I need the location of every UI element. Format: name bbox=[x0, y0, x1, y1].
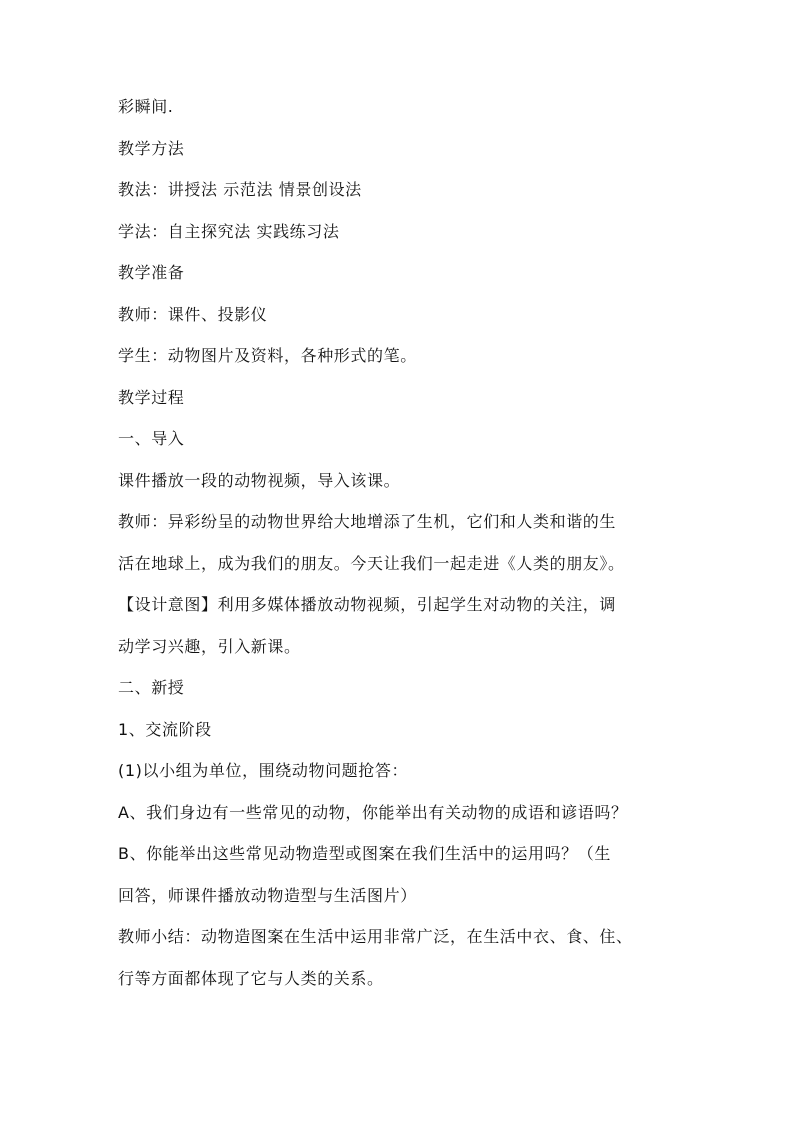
text-line: (1)以小组为单位，围绕动物问题抢答： bbox=[118, 761, 409, 780]
text-line: 学生：动物图片及资料，各种形式的笔。 bbox=[118, 346, 417, 365]
design-intent-line: 【设计意图】利用多媒体播放动物视频，引起学生对动物的关注，调 bbox=[118, 595, 617, 614]
document-body bbox=[118, 97, 688, 1010]
text-line: 教师：课件、投影仪 bbox=[118, 304, 268, 324]
subheading-exchange-stage: 1、交流阶段 bbox=[118, 719, 212, 739]
subheading-new-lesson: 二、新授 bbox=[118, 678, 185, 697]
design-intent-line: 动学习兴趣，引入新课。 bbox=[118, 636, 301, 656]
section-heading-teaching-process: 教学过程 bbox=[118, 387, 185, 407]
text-line: 教法：讲授法 示范法 情景创设法 bbox=[118, 180, 362, 199]
text-line: 学法：自主探究法 实践练习法 bbox=[118, 221, 340, 241]
paragraph-line: 活在地球上，成为我们的朋友。今天让我们一起走进《人类的朋友》。 bbox=[118, 553, 625, 573]
section-heading-teaching-preparation: 教学准备 bbox=[118, 263, 185, 282]
text-line: 课件播放一段的动物视频，导入该课。 bbox=[118, 470, 401, 490]
text-line: 彩瞬间. bbox=[118, 97, 174, 116]
question-b-continued: 回答，师课件播放动物造型与生活图片） bbox=[118, 885, 417, 905]
question-a: A、我们身边有一些常见的动物，你能举出有关动物的成语和谚语吗？ bbox=[118, 802, 628, 822]
paragraph-line: 教师：异彩纷呈的动物世界给大地增添了生机，它们和人类和谐的生 bbox=[118, 512, 617, 531]
question-b: B、你能举出这些常见动物造型或图案在我们生活中的运用吗？（生 bbox=[118, 844, 611, 863]
section-heading-teaching-methods: 教学方法 bbox=[118, 138, 185, 158]
teacher-summary-line: 教师小结：动物造图案在生活中运用非常广泛，在生活中衣、食、住、 bbox=[118, 927, 633, 946]
subheading-introduction: 一、导入 bbox=[118, 429, 185, 448]
teacher-summary-line: 行等方面都体现了它与人类的关系。 bbox=[118, 968, 384, 988]
